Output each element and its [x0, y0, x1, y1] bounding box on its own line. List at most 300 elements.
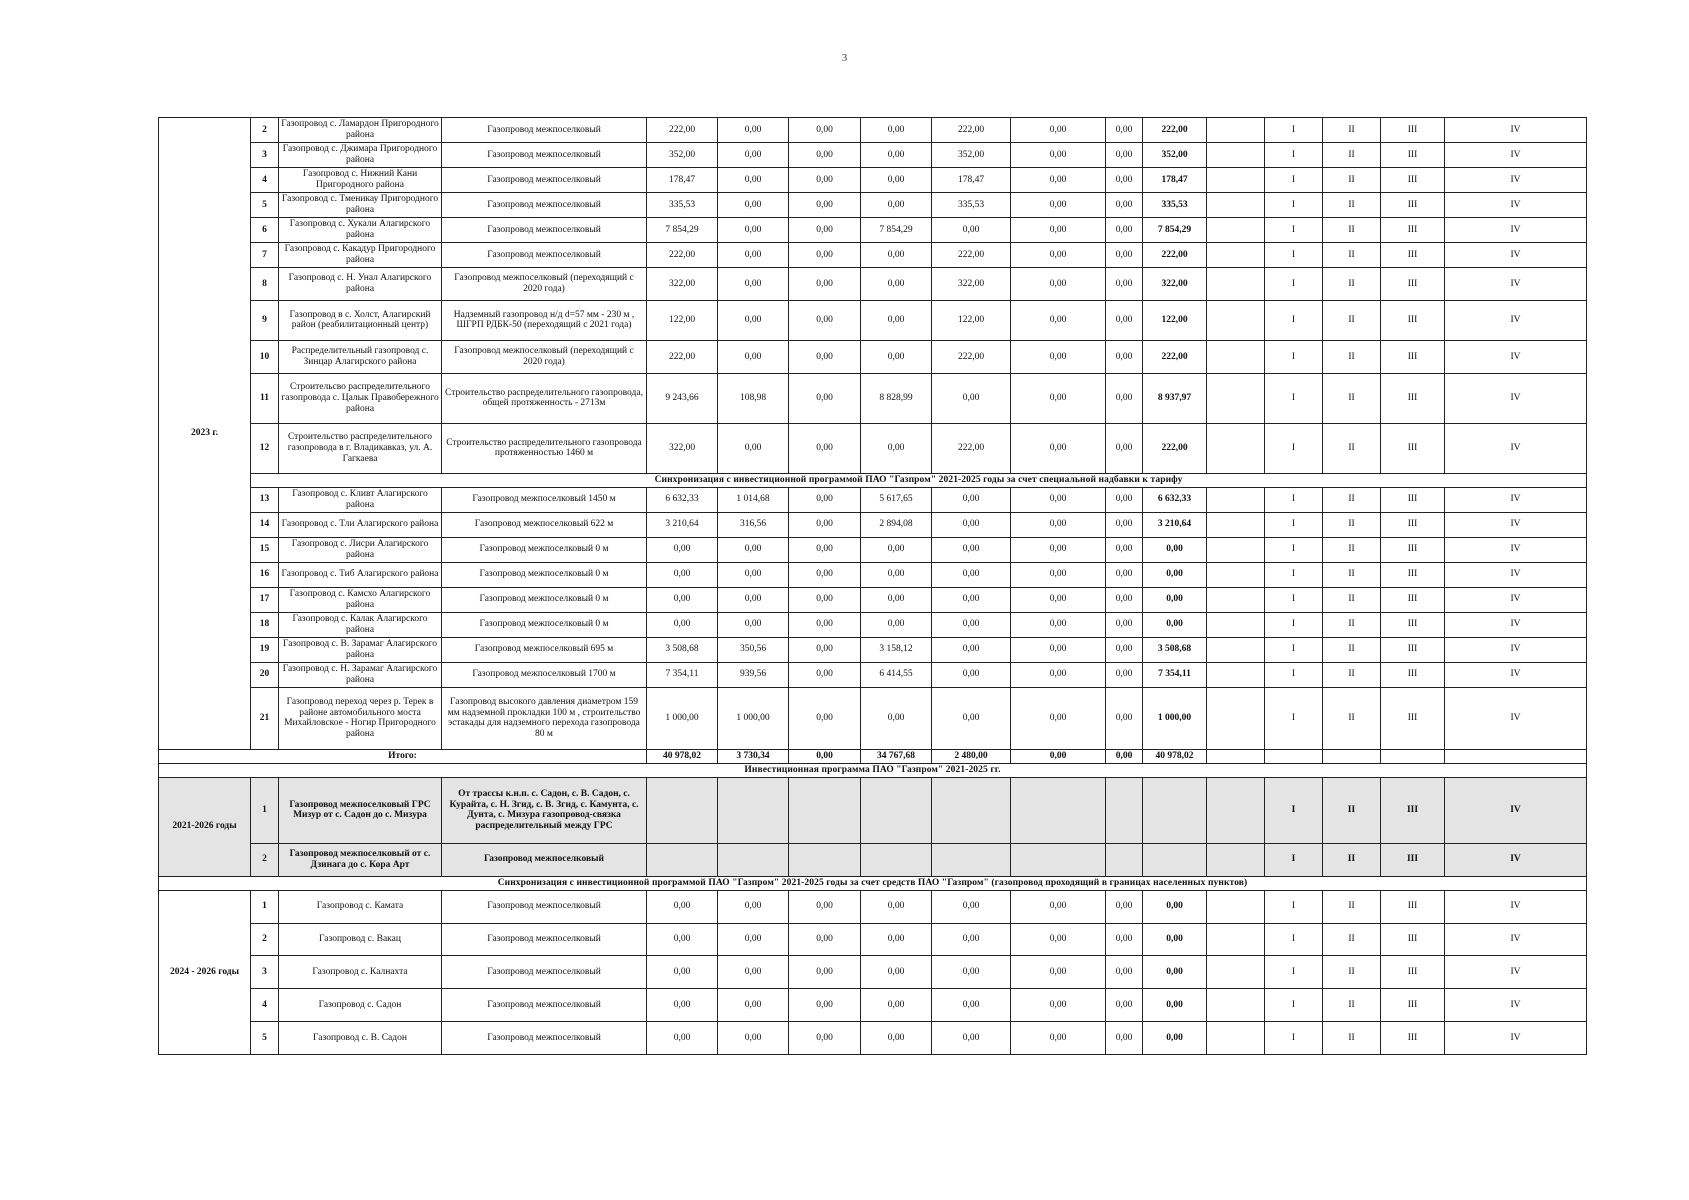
- value-cell: 178,47: [932, 168, 1011, 193]
- value-cell: 0,00: [789, 687, 861, 749]
- stage-cell: IV: [1445, 423, 1587, 473]
- section-heading-row: [159, 473, 1587, 487]
- value-cell: 0,00: [861, 890, 932, 923]
- value-cell: 0,00: [1011, 1022, 1106, 1055]
- stage-cell: I: [1265, 373, 1323, 423]
- stage-cell: II: [1323, 340, 1381, 373]
- value-cell: 0,00: [932, 662, 1011, 687]
- value-cell: 0,00: [1106, 340, 1143, 373]
- spacer-cell: [1207, 890, 1265, 923]
- object-name-cell: Газопровод с. В. Садон: [279, 1022, 442, 1055]
- spacer-cell: [1207, 687, 1265, 749]
- row-number: 15: [251, 537, 279, 562]
- row-number: 6: [251, 218, 279, 243]
- object-type-cell: Газопровод межпоселковый (переходящий с 2020 года): [442, 268, 647, 301]
- stage-cell: II: [1323, 537, 1381, 562]
- value-cell: 0,00: [1011, 193, 1106, 218]
- value-cell: 0,00: [1106, 956, 1143, 989]
- row-number: 5: [251, 1022, 279, 1055]
- value-cell: 0,00: [861, 423, 932, 473]
- spacer-cell: [1207, 512, 1265, 537]
- object-name-cell: Газопровод с. Н. Унал Алагирского района: [279, 268, 442, 301]
- year-cell: 2024 - 2026 годы: [159, 890, 251, 1054]
- value-cell: 0,00: [789, 637, 861, 662]
- value-cell: 3 210,64: [647, 512, 718, 537]
- value-cell: 0,00: [1106, 423, 1143, 473]
- object-type-cell: Газопровод межпоселковый: [442, 890, 647, 923]
- value-cell: 0,00: [718, 168, 789, 193]
- object-name-cell: Газопровод межпоселковый ГРС Мизур от с. Садон до с. Мизура: [279, 777, 442, 843]
- empty-cell: [861, 777, 932, 843]
- stage-cell: I: [1265, 268, 1323, 301]
- empty-cell: [647, 843, 718, 876]
- stage-cell: I: [1265, 243, 1323, 268]
- row-total-cell: 222,00: [1143, 423, 1207, 473]
- table-body: [159, 118, 1587, 1055]
- value-cell: 0,00: [1011, 637, 1106, 662]
- value-cell: 0,00: [718, 923, 789, 956]
- empty-cell: [1106, 843, 1143, 876]
- stage-cell: I: [1265, 662, 1323, 687]
- row-number: 11: [251, 373, 279, 423]
- object-type-cell: Газопровод межпоселковый: [442, 143, 647, 168]
- value-cell: 222,00: [647, 340, 718, 373]
- value-cell: 0,00: [789, 562, 861, 587]
- table-row: [159, 118, 1587, 143]
- object-type-cell: Газопровод высокого давления диаметром 159 мм надземной прокладки 100 м , строительство эстакады для надземного перехода газопровода 80 м: [442, 687, 647, 749]
- value-cell: 0,00: [789, 300, 861, 340]
- stage-cell: I: [1265, 218, 1323, 243]
- table-row: [159, 487, 1587, 512]
- table-row: [159, 340, 1587, 373]
- row-number: 21: [251, 687, 279, 749]
- stage-cell: IV: [1445, 562, 1587, 587]
- value-cell: 0,00: [1106, 637, 1143, 662]
- value-cell: 352,00: [647, 143, 718, 168]
- spacer-cell: [1207, 423, 1265, 473]
- value-cell: 0,00: [932, 1022, 1011, 1055]
- value-cell: 0,00: [1011, 487, 1106, 512]
- spacer-cell: [1207, 923, 1265, 956]
- stage-cell: II: [1323, 118, 1381, 143]
- stage-cell: III: [1381, 300, 1445, 340]
- value-cell: 352,00: [932, 143, 1011, 168]
- value-cell: 0,00: [789, 243, 861, 268]
- stage-cell: IV: [1445, 143, 1587, 168]
- stage-cell: III: [1381, 890, 1445, 923]
- object-type-cell: Газопровод межпоселковый: [442, 843, 647, 876]
- value-cell: 0,00: [789, 423, 861, 473]
- table-row: [159, 243, 1587, 268]
- object-name-cell: Газопровод с. Тли Алагирского района: [279, 512, 442, 537]
- row-total-cell: 0,00: [1143, 612, 1207, 637]
- stage-cell: II: [1323, 268, 1381, 301]
- value-cell: 122,00: [932, 300, 1011, 340]
- table-row: [159, 843, 1587, 876]
- value-cell: 0,00: [1106, 118, 1143, 143]
- value-cell: 0,00: [789, 1022, 861, 1055]
- total-label: Итого:: [159, 749, 647, 763]
- empty-cell: [789, 777, 861, 843]
- stage-cell: IV: [1445, 537, 1587, 562]
- section-heading: Синхронизация с инвестиционной программой ПАО "Газпром" 2021-2025 годы за счет специальной надбавки к тарифу: [251, 473, 1587, 487]
- total-value-cell: 0,00: [1106, 749, 1143, 763]
- object-type-cell: Газопровод межпоселковый 0 м: [442, 562, 647, 587]
- object-name-cell: Газопровод с. Камата: [279, 890, 442, 923]
- spacer-cell: [1207, 118, 1265, 143]
- value-cell: 9 243,66: [647, 373, 718, 423]
- value-cell: 0,00: [1106, 562, 1143, 587]
- stage-cell: I: [1265, 777, 1323, 843]
- stage-cell: III: [1381, 340, 1445, 373]
- stage-cell: III: [1381, 777, 1445, 843]
- row-total-cell: 1 000,00: [1143, 687, 1207, 749]
- value-cell: 0,00: [861, 989, 932, 1022]
- row-total-cell: 3 210,64: [1143, 512, 1207, 537]
- value-cell: 0,00: [932, 487, 1011, 512]
- value-cell: 0,00: [1106, 612, 1143, 637]
- value-cell: 0,00: [789, 168, 861, 193]
- spacer-cell: [1207, 268, 1265, 301]
- table-row: [159, 989, 1587, 1022]
- value-cell: 0,00: [789, 587, 861, 612]
- value-cell: 1 000,00: [647, 687, 718, 749]
- object-type-cell: Газопровод межпоселковый: [442, 956, 647, 989]
- value-cell: 0,00: [932, 923, 1011, 956]
- value-cell: 0,00: [1011, 512, 1106, 537]
- value-cell: 0,00: [789, 662, 861, 687]
- value-cell: 0,00: [718, 989, 789, 1022]
- spacer-cell: [1207, 956, 1265, 989]
- stage-cell: II: [1323, 168, 1381, 193]
- row-number: 9: [251, 300, 279, 340]
- row-number: 1: [251, 777, 279, 843]
- row-total-cell: 0,00: [1143, 1022, 1207, 1055]
- value-cell: 0,00: [861, 562, 932, 587]
- value-cell: 0,00: [861, 300, 932, 340]
- value-cell: 0,00: [932, 956, 1011, 989]
- total-value-cell: 0,00: [789, 749, 861, 763]
- value-cell: 0,00: [1106, 662, 1143, 687]
- table-row: [159, 168, 1587, 193]
- stage-cell: II: [1323, 143, 1381, 168]
- row-number: 13: [251, 487, 279, 512]
- row-total-cell: 122,00: [1143, 300, 1207, 340]
- value-cell: 0,00: [718, 193, 789, 218]
- stage-cell: IV: [1445, 1022, 1587, 1055]
- value-cell: 0,00: [1106, 537, 1143, 562]
- value-cell: 7 854,29: [647, 218, 718, 243]
- value-cell: 0,00: [861, 268, 932, 301]
- empty-cell: [932, 843, 1011, 876]
- empty-cell: [1265, 749, 1323, 763]
- stage-cell: IV: [1445, 587, 1587, 612]
- stage-cell: II: [1323, 562, 1381, 587]
- value-cell: 122,00: [647, 300, 718, 340]
- stage-cell: III: [1381, 989, 1445, 1022]
- value-cell: 0,00: [1011, 143, 1106, 168]
- stage-cell: II: [1323, 890, 1381, 923]
- object-name-cell: Газопровод с. Ламардон Пригородного района: [279, 118, 442, 143]
- year-cell: 2021-2026 годы: [159, 777, 251, 876]
- value-cell: 0,00: [789, 512, 861, 537]
- value-cell: 222,00: [932, 118, 1011, 143]
- row-total-cell: 0,00: [1143, 956, 1207, 989]
- stage-cell: III: [1381, 1022, 1445, 1055]
- value-cell: 178,47: [647, 168, 718, 193]
- table-row: [159, 612, 1587, 637]
- total-value-cell: 40 978,02: [1143, 749, 1207, 763]
- table-row: [159, 956, 1587, 989]
- stage-cell: III: [1381, 243, 1445, 268]
- stage-cell: IV: [1445, 243, 1587, 268]
- value-cell: 0,00: [789, 956, 861, 989]
- stage-cell: IV: [1445, 923, 1587, 956]
- stage-cell: I: [1265, 423, 1323, 473]
- empty-cell: [718, 777, 789, 843]
- stage-cell: III: [1381, 487, 1445, 512]
- value-cell: 1 014,68: [718, 487, 789, 512]
- spacer-cell: [1207, 300, 1265, 340]
- empty-cell: [647, 777, 718, 843]
- empty-cell: [1207, 843, 1265, 876]
- stage-cell: IV: [1445, 218, 1587, 243]
- value-cell: 0,00: [718, 956, 789, 989]
- stage-cell: IV: [1445, 989, 1587, 1022]
- object-name-cell: Газопровод с. Камсхо Алагирского района: [279, 587, 442, 612]
- value-cell: 0,00: [1106, 989, 1143, 1022]
- object-name-cell: Распределительный газопровод с. Зинцар Алагирского района: [279, 340, 442, 373]
- object-type-cell: Строительство распределительного газопровода, общей протяженность - 2713м: [442, 373, 647, 423]
- stage-cell: I: [1265, 923, 1323, 956]
- value-cell: 0,00: [647, 562, 718, 587]
- spacer-cell: [1207, 612, 1265, 637]
- value-cell: 0,00: [1011, 662, 1106, 687]
- spacer-cell: [1207, 340, 1265, 373]
- section-heading-row: [159, 876, 1587, 890]
- object-name-cell: Газопровод с. Садон: [279, 989, 442, 1022]
- object-name-cell: Газопровод с. Джимара Пригородного района: [279, 143, 442, 168]
- value-cell: 0,00: [789, 118, 861, 143]
- spacer-cell: [1207, 1022, 1265, 1055]
- spacer-cell: [1207, 168, 1265, 193]
- spacer-cell: [1207, 537, 1265, 562]
- value-cell: 0,00: [1106, 587, 1143, 612]
- value-cell: 0,00: [718, 890, 789, 923]
- value-cell: 0,00: [718, 143, 789, 168]
- stage-cell: II: [1323, 243, 1381, 268]
- value-cell: 939,56: [718, 662, 789, 687]
- stage-cell: IV: [1445, 956, 1587, 989]
- value-cell: 0,00: [789, 989, 861, 1022]
- table-row: [159, 637, 1587, 662]
- stage-cell: II: [1323, 218, 1381, 243]
- empty-cell: [1106, 777, 1143, 843]
- row-total-cell: 322,00: [1143, 268, 1207, 301]
- value-cell: 0,00: [1011, 989, 1106, 1022]
- value-cell: 0,00: [861, 687, 932, 749]
- value-cell: 108,98: [718, 373, 789, 423]
- value-cell: 3 158,12: [861, 637, 932, 662]
- spacer-cell: [1207, 637, 1265, 662]
- spacer-cell: [1207, 143, 1265, 168]
- row-number: 19: [251, 637, 279, 662]
- value-cell: 0,00: [1011, 243, 1106, 268]
- value-cell: 0,00: [1011, 956, 1106, 989]
- row-number: 7: [251, 243, 279, 268]
- stage-cell: III: [1381, 193, 1445, 218]
- empty-cell: [1207, 749, 1265, 763]
- object-type-cell: Надземный газопровод н/д d=57 мм - 230 м , ШГРП РДБК-50 (переходящий с 2021 года): [442, 300, 647, 340]
- object-type-cell: Газопровод межпоселковый 1700 м: [442, 662, 647, 687]
- table-row: [159, 423, 1587, 473]
- stage-cell: IV: [1445, 168, 1587, 193]
- value-cell: 1 000,00: [718, 687, 789, 749]
- stage-cell: IV: [1445, 118, 1587, 143]
- table-row: [159, 923, 1587, 956]
- stage-cell: III: [1381, 637, 1445, 662]
- stage-cell: I: [1265, 587, 1323, 612]
- table-row: [159, 193, 1587, 218]
- stage-cell: III: [1381, 662, 1445, 687]
- stage-cell: III: [1381, 143, 1445, 168]
- table-row: [159, 268, 1587, 301]
- value-cell: 0,00: [1106, 168, 1143, 193]
- value-cell: 0,00: [932, 512, 1011, 537]
- object-name-cell: Газопровод переход через р. Терек в районе автомобильного моста Михайловское - Ногир Пригородного района: [279, 687, 442, 749]
- object-name-cell: Газопровод с. Калнахта: [279, 956, 442, 989]
- stage-cell: II: [1323, 373, 1381, 423]
- stage-cell: I: [1265, 890, 1323, 923]
- value-cell: 0,00: [647, 1022, 718, 1055]
- value-cell: 0,00: [1106, 268, 1143, 301]
- object-type-cell: Газопровод межпоселковый: [442, 1022, 647, 1055]
- row-number: 3: [251, 956, 279, 989]
- spacer-cell: [1207, 243, 1265, 268]
- object-type-cell: Газопровод межпоселковый: [442, 218, 647, 243]
- row-total-cell: 222,00: [1143, 340, 1207, 373]
- value-cell: 0,00: [718, 1022, 789, 1055]
- empty-cell: [932, 777, 1011, 843]
- row-total-cell: 3 508,68: [1143, 637, 1207, 662]
- value-cell: 0,00: [861, 956, 932, 989]
- row-number: 16: [251, 562, 279, 587]
- value-cell: 0,00: [861, 143, 932, 168]
- value-cell: 0,00: [932, 562, 1011, 587]
- object-type-cell: Газопровод межпоселковый 0 м: [442, 537, 647, 562]
- total-value-cell: 3 730,34: [718, 749, 789, 763]
- stage-cell: II: [1323, 512, 1381, 537]
- empty-cell: [1011, 843, 1106, 876]
- table-row: [159, 777, 1587, 843]
- object-type-cell: Газопровод межпоселковый 695 м: [442, 637, 647, 662]
- row-total-cell: 0,00: [1143, 923, 1207, 956]
- stage-cell: III: [1381, 373, 1445, 423]
- object-type-cell: Строительство распределительного газопровода протяженностью 1460 м: [442, 423, 647, 473]
- value-cell: 0,00: [932, 373, 1011, 423]
- spacer-cell: [1207, 662, 1265, 687]
- value-cell: 322,00: [932, 268, 1011, 301]
- value-cell: 0,00: [1011, 300, 1106, 340]
- value-cell: 0,00: [718, 268, 789, 301]
- stage-cell: IV: [1445, 373, 1587, 423]
- value-cell: 0,00: [1011, 612, 1106, 637]
- row-total-cell: 0,00: [1143, 890, 1207, 923]
- stage-cell: IV: [1445, 777, 1587, 843]
- value-cell: 222,00: [647, 243, 718, 268]
- stage-cell: IV: [1445, 193, 1587, 218]
- stage-cell: III: [1381, 587, 1445, 612]
- object-name-cell: Газопровод с. Вакац: [279, 923, 442, 956]
- row-number: 12: [251, 423, 279, 473]
- value-cell: 2 894,08: [861, 512, 932, 537]
- row-number: 5: [251, 193, 279, 218]
- value-cell: 0,00: [789, 218, 861, 243]
- object-type-cell: Газопровод межпоселковый: [442, 118, 647, 143]
- value-cell: 0,00: [718, 423, 789, 473]
- object-name-cell: Газопровод межпоселковый от с. Дзинага до с. Кора Арт: [279, 843, 442, 876]
- value-cell: 322,00: [647, 423, 718, 473]
- stage-cell: III: [1381, 687, 1445, 749]
- stage-cell: IV: [1445, 487, 1587, 512]
- value-cell: 0,00: [1011, 923, 1106, 956]
- stage-cell: III: [1381, 562, 1445, 587]
- row-number: 3: [251, 143, 279, 168]
- value-cell: 0,00: [1106, 143, 1143, 168]
- empty-cell: [1445, 749, 1587, 763]
- value-cell: 0,00: [1106, 300, 1143, 340]
- row-total-cell: 222,00: [1143, 118, 1207, 143]
- empty-cell: [1143, 843, 1207, 876]
- spacer-cell: [1207, 562, 1265, 587]
- value-cell: 0,00: [1106, 193, 1143, 218]
- value-cell: 0,00: [1011, 423, 1106, 473]
- value-cell: 0,00: [861, 1022, 932, 1055]
- row-total-cell: 8 937,97: [1143, 373, 1207, 423]
- empty-cell: [1323, 749, 1381, 763]
- spacer-cell: [1207, 487, 1265, 512]
- row-number: 4: [251, 168, 279, 193]
- row-number: 2: [251, 118, 279, 143]
- stage-cell: I: [1265, 143, 1323, 168]
- investment-table: [158, 117, 1587, 1055]
- value-cell: 0,00: [789, 537, 861, 562]
- stage-cell: IV: [1445, 512, 1587, 537]
- value-cell: 0,00: [932, 612, 1011, 637]
- value-cell: 0,00: [1011, 687, 1106, 749]
- value-cell: 0,00: [1011, 168, 1106, 193]
- stage-cell: I: [1265, 637, 1323, 662]
- empty-cell: [1207, 777, 1265, 843]
- stage-cell: IV: [1445, 637, 1587, 662]
- value-cell: 0,00: [1011, 587, 1106, 612]
- stage-cell: II: [1323, 612, 1381, 637]
- stage-cell: I: [1265, 612, 1323, 637]
- value-cell: 0,00: [861, 587, 932, 612]
- object-name-cell: Газопровод с. Тиб Алагирского района: [279, 562, 442, 587]
- total-value-cell: 34 767,68: [861, 749, 932, 763]
- value-cell: 222,00: [932, 243, 1011, 268]
- value-cell: 0,00: [647, 890, 718, 923]
- stage-cell: III: [1381, 512, 1445, 537]
- stage-cell: I: [1265, 687, 1323, 749]
- stage-cell: II: [1323, 777, 1381, 843]
- stage-cell: II: [1323, 637, 1381, 662]
- stage-cell: II: [1323, 587, 1381, 612]
- value-cell: 0,00: [1011, 268, 1106, 301]
- row-total-cell: 0,00: [1143, 587, 1207, 612]
- stage-cell: IV: [1445, 612, 1587, 637]
